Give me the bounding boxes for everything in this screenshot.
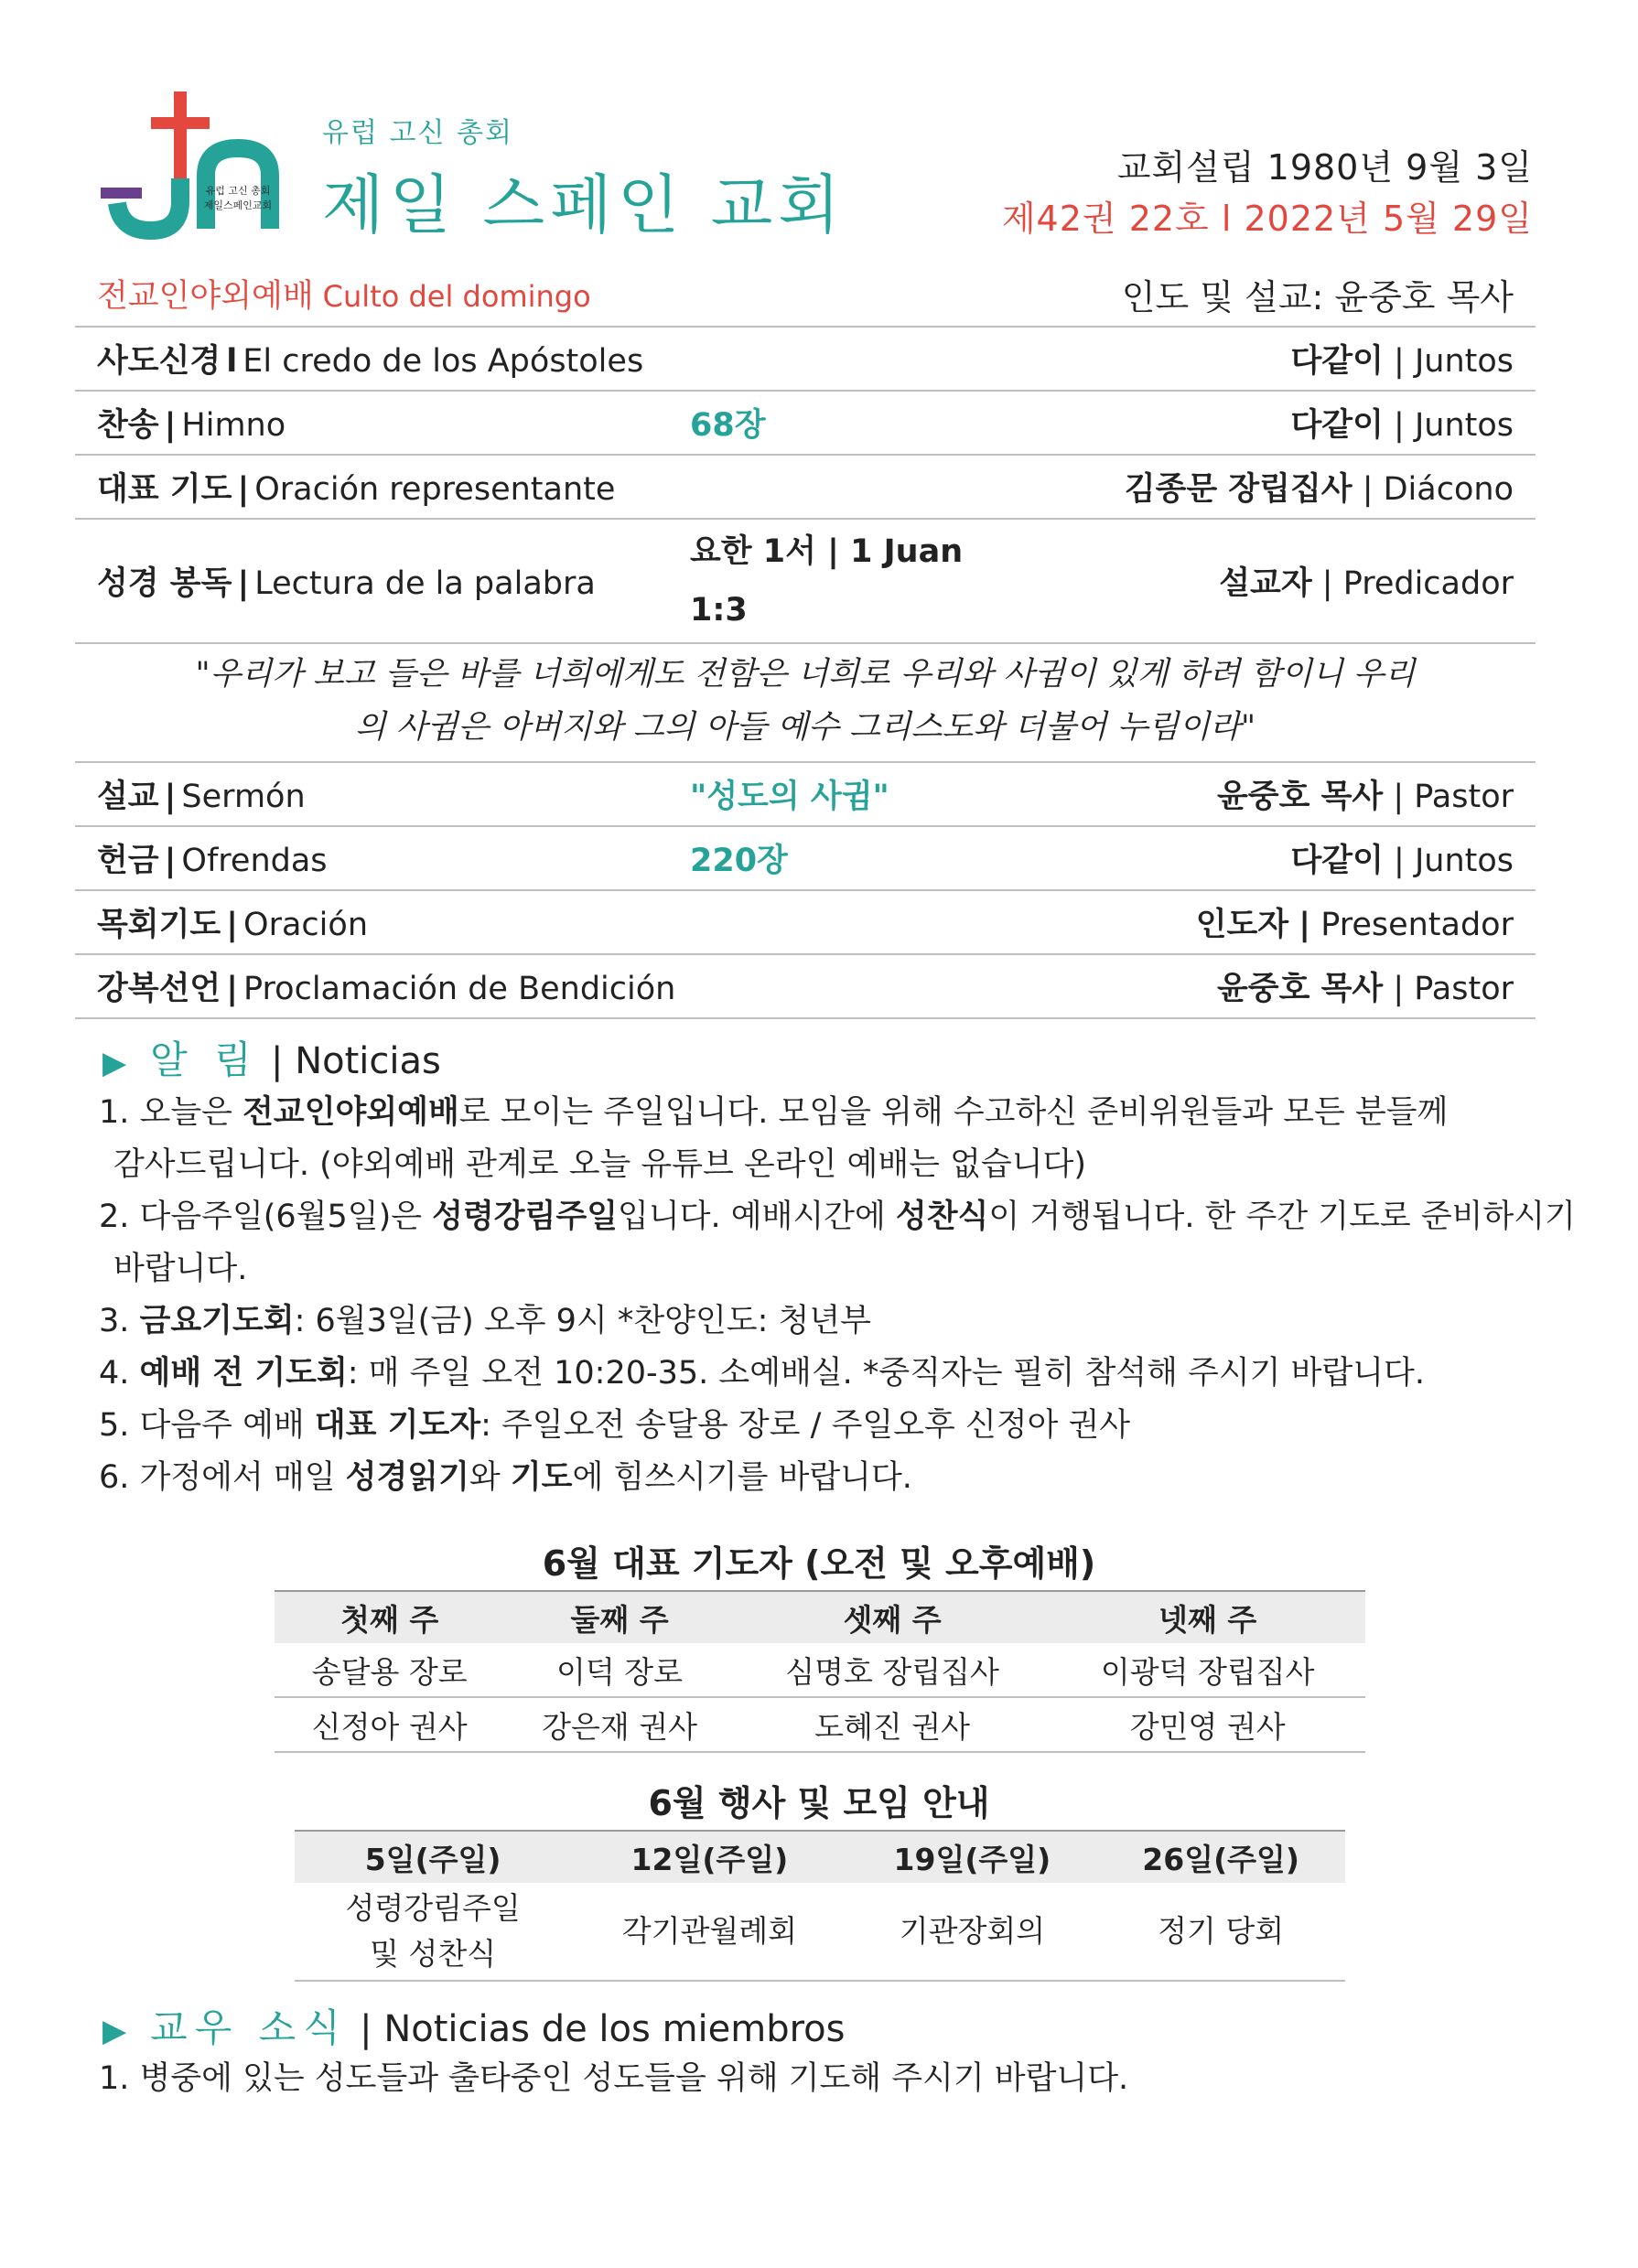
row-person-ko: 윤중호 목사 bbox=[1216, 971, 1384, 1007]
row-label-ko: 사도신경 bbox=[97, 343, 221, 380]
row-separator: | bbox=[164, 779, 177, 815]
row-label-es: Oración representante bbox=[254, 471, 616, 508]
notices-heading bbox=[102, 1030, 441, 1085]
table-cell: 강은재 권사 bbox=[504, 1697, 734, 1752]
row-person-es: Predicador bbox=[1342, 565, 1514, 602]
worship-row-offering: 헌금 | Ofrendas 220장 다같이 | Juntos bbox=[75, 827, 1536, 891]
events-schedule-table bbox=[295, 1830, 1345, 1982]
table-header-row bbox=[275, 1591, 1365, 1643]
row-label-ko: 강복선언 bbox=[97, 971, 221, 1007]
sermon-title: "성도의 사귐" bbox=[690, 779, 889, 815]
table-cell: 각기관월례회 bbox=[571, 1883, 847, 1981]
members-title-ko: 교우 소식 bbox=[150, 2005, 348, 2050]
table-cell: 이광덕 장립집사 bbox=[1050, 1643, 1365, 1697]
row-label-es: Himno bbox=[181, 407, 286, 444]
row-label-ko: 성경 봉독 bbox=[97, 565, 232, 602]
logo-text-1: 유럽 고신 총회 bbox=[205, 185, 271, 197]
row-separator: l bbox=[226, 343, 238, 380]
church-name-title: 제일 스페인 교회 bbox=[322, 167, 846, 242]
offering-hymn-number: 220장 bbox=[690, 843, 788, 879]
members-title-es: | Noticias de los miembros bbox=[360, 2008, 846, 2050]
table-cell: 송달용 장로 bbox=[275, 1643, 504, 1697]
table-header-row bbox=[295, 1831, 1345, 1883]
row-person-ko: 윤중호 목사 bbox=[1216, 779, 1384, 815]
table-cell: 심명호 장립집사 bbox=[735, 1643, 1051, 1697]
table-header: 넷째 주 bbox=[1050, 1591, 1365, 1643]
table-header: 셋째 주 bbox=[735, 1591, 1051, 1643]
worship-header bbox=[75, 256, 1536, 328]
issue-date: 제42권 22호 l 2022년 5월 29일 bbox=[1001, 199, 1533, 239]
table-cell: 신정아 권사 bbox=[275, 1697, 504, 1752]
row-label-es: Lectura de la palabra bbox=[254, 565, 596, 602]
scripture-verse bbox=[75, 644, 1536, 763]
table-header: 19일(주일) bbox=[848, 1831, 1097, 1883]
row-label-es: El credo de los Apóstoles bbox=[242, 343, 644, 380]
notice-item-2: 2. 다음주일(6월5일)은 성령강림주일입니다. 예배시간에 성찬식이 거행됩니다. 한 주간 기도로 준비하시기 bbox=[99, 1198, 1576, 1235]
events-table-title: 6월 행사 및 모임 안내 bbox=[648, 1783, 990, 1823]
row-label-ko: 목회기도 bbox=[97, 907, 221, 943]
table-cell: 기관장회의 bbox=[848, 1883, 1097, 1981]
worship-leader: 인도 및 설교: 윤중호 목사 bbox=[1121, 277, 1514, 317]
notice-item-1: 1. 오늘은 전교인야외예배로 모이는 주일입니다. 모임을 위해 수고하신 준비위원들과 모든 분들께 bbox=[99, 1094, 1449, 1131]
row-label-ko: 찬송 bbox=[97, 407, 159, 444]
row-label-es: Proclamación de Bendición bbox=[243, 971, 676, 1007]
table-header: 첫째 주 bbox=[275, 1591, 504, 1643]
notice-item-4: 4. 예배 전 기도회: 매 주일 오전 10:20-35. 소예배실. *중직자는 필히 참석해 주시기 바랍니다. bbox=[99, 1355, 1425, 1392]
row-label-es: Oración bbox=[243, 907, 368, 943]
row-label-ko: 헌금 bbox=[97, 843, 159, 879]
scripture-reference: 요한 1서 | 1 Juan 1:3 bbox=[690, 533, 964, 629]
table-header: 5일(주일) bbox=[295, 1831, 571, 1883]
row-person-es: Pastor bbox=[1414, 971, 1514, 1007]
row-separator: | bbox=[164, 843, 177, 879]
table-cell: 도혜진 권사 bbox=[735, 1697, 1051, 1752]
notice-item-2-cont: 바랍니다. bbox=[113, 1251, 248, 1287]
worship-order bbox=[75, 256, 1536, 1019]
row-separator: | bbox=[164, 407, 177, 444]
members-list bbox=[99, 2053, 1545, 2105]
row-label-ko: 대표 기도 bbox=[97, 471, 232, 508]
table-header: 둘째 주 bbox=[504, 1591, 734, 1643]
row-person-es: Juntos bbox=[1414, 843, 1514, 879]
worship-row-creed: 사도신경 l El credo de los Apóstoles 다같이 | Juntos bbox=[75, 328, 1536, 392]
table-row bbox=[275, 1643, 1365, 1697]
worship-title-es: Culto del domingo bbox=[322, 279, 591, 314]
table-cell: 성령강림주일 및 성찬식 bbox=[295, 1883, 571, 1981]
row-person-es: Pastor bbox=[1414, 779, 1514, 815]
row-label-ko: 설교 bbox=[97, 779, 159, 815]
hymn-number: 68장 bbox=[690, 407, 766, 444]
triangle-bullet-icon: ▶ bbox=[102, 2013, 127, 2049]
row-person-ko: 다같이 bbox=[1290, 843, 1384, 879]
prayer-schedule-table bbox=[275, 1590, 1365, 1753]
worship-row-hymn: 찬송 | Himno 68장 다같이 | Juntos bbox=[75, 392, 1536, 456]
row-person-es: Presentador bbox=[1320, 907, 1514, 943]
notice-item-5: 5. 다음주 예배 대표 기도자: 주일오전 송달용 장로 / 주일오후 신정아 권사 bbox=[99, 1407, 1131, 1444]
row-separator: | bbox=[226, 971, 239, 1007]
verse-line-1: "우리가 보고 들은 바를 너희에게도 전함은 너희로 우리와 사귐이 있게 하려 함이니 우리 bbox=[195, 656, 1416, 693]
row-person-ko: 김종문 장립집사 bbox=[1124, 471, 1352, 508]
prayer-table-title: 6월 대표 기도자 (오전 및 오후예배) bbox=[542, 1543, 1096, 1584]
row-separator: | bbox=[237, 471, 250, 508]
row-person-es: Juntos bbox=[1414, 407, 1514, 444]
triangle-bullet-icon: ▶ bbox=[102, 1045, 127, 1081]
table-header: 12일(주일) bbox=[571, 1831, 847, 1883]
notice-item-6: 6. 가정에서 매일 성경읽기와 기도에 힘쓰시기를 바랍니다. bbox=[99, 1459, 912, 1496]
row-person-es: Juntos bbox=[1414, 343, 1514, 380]
table-cell: 이덕 장로 bbox=[504, 1643, 734, 1697]
row-person-ko: 인도자 bbox=[1195, 907, 1289, 943]
worship-row-benediction: 강복선언 | Proclamación de Bendición 윤중호 목사 | Pastor bbox=[75, 955, 1536, 1019]
table-header: 26일(주일) bbox=[1096, 1831, 1345, 1883]
header-subtitle: 유럽 고신 총회 bbox=[322, 117, 513, 149]
worship-row-reading: 성경 봉독 | Lectura de la palabra 요한 1서 | 1 Juan 1:3 설교자 | Predicador bbox=[75, 520, 1536, 644]
row-person-es: Diácono bbox=[1383, 471, 1514, 508]
row-person-ko: 다같이 bbox=[1290, 343, 1384, 380]
table-cell: 정기 당회 bbox=[1096, 1883, 1345, 1981]
row-label-es: Sermón bbox=[181, 779, 306, 815]
member-item-1: 1. 병중에 있는 성도들과 출타중인 성도들을 위해 기도해 주시기 바랍니다. bbox=[99, 2060, 1129, 2097]
row-separator: | bbox=[226, 907, 239, 943]
logo-text-2: 제일스페인교회 bbox=[203, 199, 273, 211]
notice-item-3: 3. 금요기도회: 6월3일(금) 오후 9시 *찬양인도: 청년부 bbox=[99, 1303, 871, 1339]
notices-title-es: | Noticias bbox=[271, 1040, 441, 1082]
row-person-ko: 설교자 bbox=[1219, 565, 1312, 602]
church-logo bbox=[101, 91, 284, 242]
worship-row-pastoral-prayer: 목회기도 | Oración 인도자 | Presentador bbox=[75, 891, 1536, 955]
worship-row-sermon: 설교 | Sermón "성도의 사귐" 윤중호 목사 | Pastor bbox=[75, 763, 1536, 827]
notices-list bbox=[99, 1087, 1576, 1504]
members-heading bbox=[102, 1998, 846, 2053]
founding-date: 교회설립 1980년 9월 3일 bbox=[1116, 147, 1533, 188]
worship-title: 전교인야외예배 Culto del domingo bbox=[97, 278, 591, 315]
verse-line-2: 의 사귐은 아버지와 그의 아들 예수 그리스도와 더불어 누림이라" bbox=[354, 709, 1256, 746]
table-cell: 강민영 권사 bbox=[1050, 1697, 1365, 1752]
table-row bbox=[275, 1697, 1365, 1752]
notice-item-1-cont: 감사드립니다. (야외예배 관계로 오늘 유튜브 온라인 예배는 없습니다) bbox=[113, 1146, 1086, 1183]
row-label-es: Ofrendas bbox=[181, 843, 328, 879]
row-person-ko: 다같이 bbox=[1290, 407, 1384, 444]
row-separator: | bbox=[237, 565, 250, 602]
worship-row-prayer: 대표 기도 | Oración representante 김종문 장립집사 | Diácono bbox=[75, 456, 1536, 520]
table-row bbox=[295, 1883, 1345, 1981]
notices-title-ko: 알 림 bbox=[150, 1037, 259, 1082]
